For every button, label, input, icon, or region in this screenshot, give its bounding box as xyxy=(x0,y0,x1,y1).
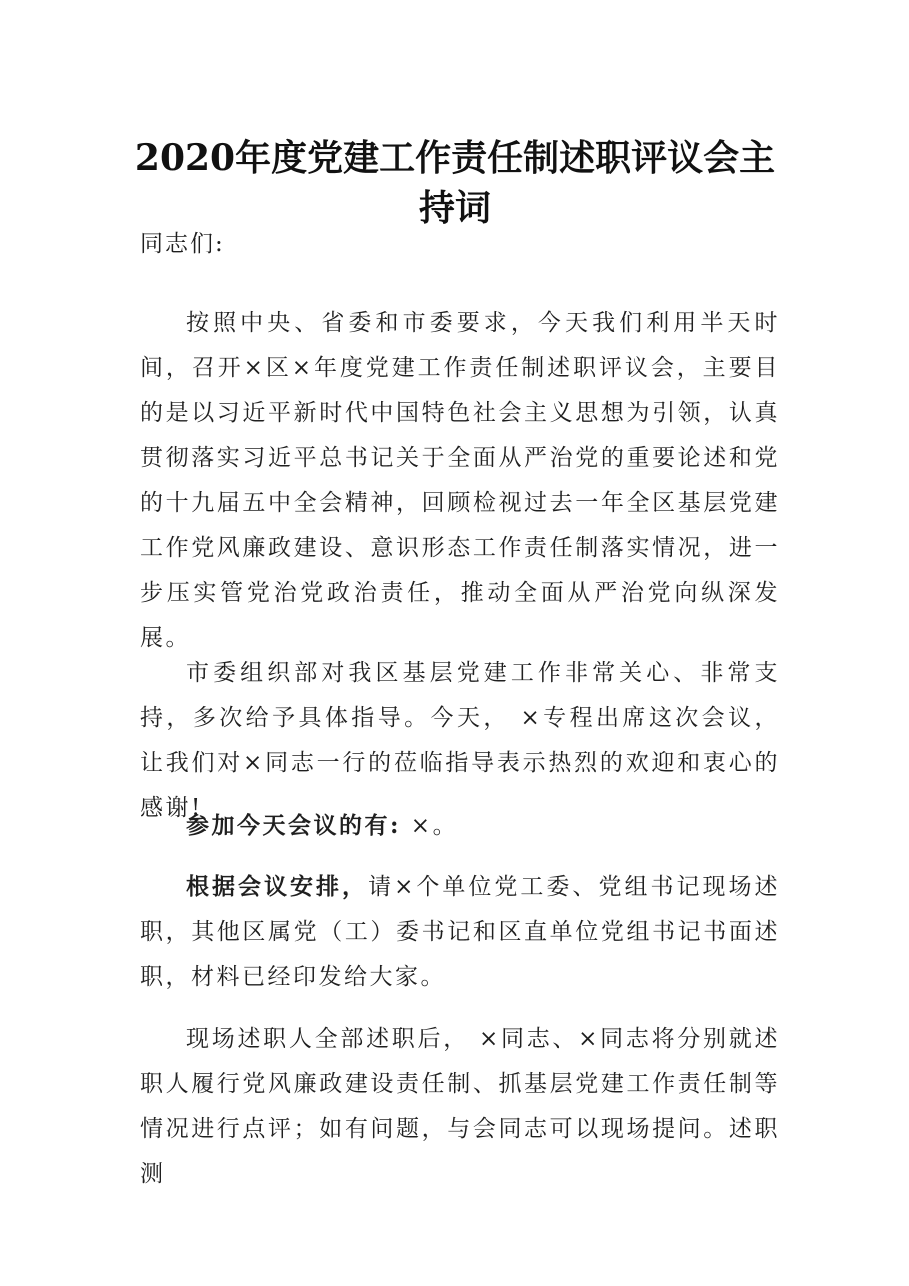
salutation: 同志们: xyxy=(140,231,225,257)
paragraph-2-text: 市委组织部对我区基层党建工作非常关心、非常支持，多次给予具体指导。今天， ×专程出席这次会议，让我们对×同志一行的莅临指导表示热烈的欢迎和衷心的感谢! xyxy=(140,660,780,821)
paragraph-3-text: ×。 xyxy=(401,813,459,839)
paragraph-5 xyxy=(140,1016,780,1197)
paragraph-4-lead: 根据会议安排， xyxy=(186,873,369,900)
paragraph-5-text: 现场述职人全部述职后， ×同志、×同志将分别就述职人履行党风廉政建设责任制、抓基层党建工作责任制等情况进行点评；如有问题，与会同志可以现场提问。述职测 xyxy=(140,1026,780,1187)
document-title: 2020年度党建工作责任制述职评议会主持词 xyxy=(134,137,776,229)
paragraph-3 xyxy=(140,803,780,849)
paragraph-1 xyxy=(140,300,780,661)
paragraph-1-text: 按照中央、省委和市委要求，今天我们利用半天时间，召开×区×年度党建工作责任制述职评议会，主要目的是以习近平新时代中国特色社会主义思想为引领，认真贯彻落实习近平总书记关于全面从严治党的重要论述和党的十九届五中全会精神，回顾检视过去一年全区基层党建工作党风廉政建设、意识形态工作责任制落实情况，进一步压实管党治党政治责任，推动全面从严治党向纵深发展。 xyxy=(140,310,780,651)
paragraph-4-text: 请×个单位党工委、党组书记现场述职，其他区属党（工）委书记和区直单位党组书记书面述职，材料已经印发给大家。 xyxy=(140,874,780,990)
paragraph-3-lead: 参加今天会议的有: xyxy=(186,812,401,839)
paragraph-4 xyxy=(140,864,780,1000)
